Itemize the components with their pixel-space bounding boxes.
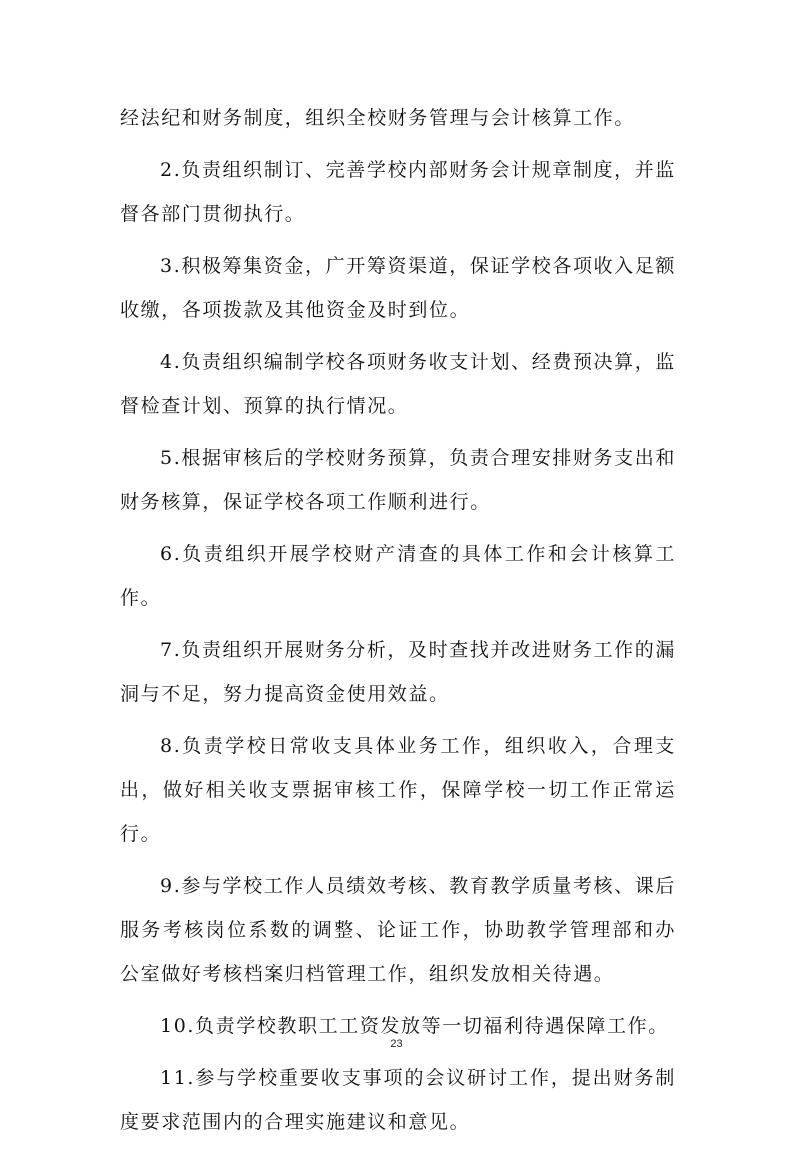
page-number: 23 — [390, 1038, 403, 1050]
paragraph-item-6: 6.负责组织开展学校财产清查的具体工作和会计核算工作。 — [120, 543, 676, 609]
paragraph-item-2: 2.负责组织制订、完善学校内部财务会计规章制度，并监督各部门贯彻执行。 — [120, 159, 676, 225]
paragraph-item-9: 9.参与学校工作人员绩效考核、教育教学质量考核、课后服务考核岗位系数的调整、论证工作，协助教学管理部和办公室做好考核档案归档管理工作，组织发放相关待遇。 — [120, 875, 676, 985]
paragraph-item-10: 10.负责学校教职工工资发放等一切福利待遇保障工作。 — [160, 1015, 669, 1037]
document-body — [120, 96, 676, 1152]
paragraph-continuation: 经法纪和财务制度，组织全校财务管理与会计核算工作。 — [120, 107, 636, 129]
paragraph-item-11: 11.参与学校重要收支事项的会议研讨工作，提出财务制度要求范围内的合理实施建议和意见。 — [120, 1067, 676, 1133]
paragraph-item-5: 5.根据审核后的学校财务预算，负责合理安排财务支出和财务核算，保证学校各项工作顺利进行。 — [120, 447, 676, 513]
paragraph-item-4: 4.负责组织编制学校各项财务收支计划、经费预决算，监督检查计划、预算的执行情况。 — [120, 351, 676, 417]
paragraph-item-7: 7.负责组织开展财务分析，及时查找并改进财务工作的漏洞与不足，努力提高资金使用效益。 — [120, 639, 676, 705]
paragraph-item-8: 8.负责学校日常收支具体业务工作，组织收入，合理支出，做好相关收支票据审核工作，保障学校一切工作正常运行。 — [120, 735, 676, 845]
paragraph-item-3: 3.积极筹集资金，广开筹资渠道，保证学校各项收入足额收缴，各项拨款及其他资金及时到位。 — [120, 255, 676, 321]
